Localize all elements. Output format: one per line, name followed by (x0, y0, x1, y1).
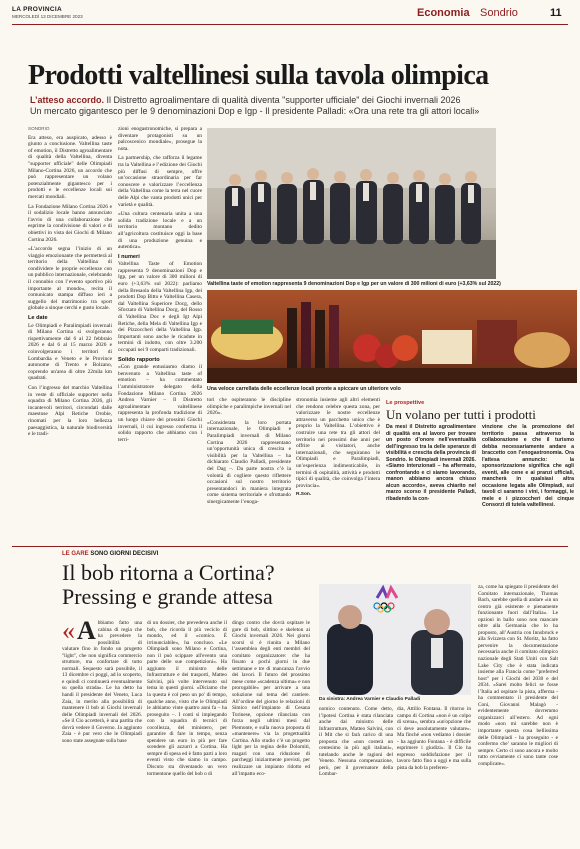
article-2-col-5: dia, Attilio Fontana. Il ritorno in campo di Cortina «non è un colpo di scena», sembra «un'opzione che ci deve assolutamente valutare». Ma finché «non vediamo i dossier - ha aggiunto Fontana - è difficile esprimere i giudizi». Il Cio ha espresso soddisfazione per il lavoro fatto fino a oggi e ma sulla pista da bob la preferen- (397, 706, 471, 771)
products-photo-items (207, 290, 577, 383)
a1-p11: tori che ospiteranno le discipline olimpiche e paralimpiche invernali nel 2026». (207, 397, 291, 417)
headline-1: Prodotti valtellinesi sulla tavola olimpica (28, 60, 489, 91)
varnier-palladi-photo (319, 584, 471, 695)
kicker-label: LE GARE (62, 551, 89, 557)
masthead (12, 6, 568, 24)
caption-2: Una veloce carrellata delle eccellenze locali pronte a spiccare un ulteriore volo (207, 386, 401, 392)
headline-2b: Pressing e grande attesa (62, 584, 273, 609)
deck-1-line: Il Distretto agroalimentare di qualità diventa "supporter ufficiale" dei Giochi invernali 2026 (106, 95, 461, 105)
dateline: SONDRIO (28, 126, 50, 131)
section-name: Economia (417, 7, 470, 19)
red-arrow-icon: « (62, 616, 75, 645)
kicker-rest: SONO GIORNI DECISIVI (90, 551, 159, 557)
paper-name: LA PROVINCIA (12, 6, 62, 13)
a1-p1: Era atteso, era auspicato, adesso è giunto a conclusione. Valtellina taste of emotion, il Distretto agroalimentare di qualità della Valtellina, diventa "supporter ufficiale" delle Olimpiadi Milano-Cortina 2026, un accordo che può rappresentare un volano potenzialmente gigantesco per i prodotti e le eccellenze locali sui mercati mondiali. (28, 134, 112, 200)
a1-p12: «Considerata la loro portata internazionale, le Olimpiadi e Paralimpiadi invernali di Milano Cortina 2026 rappresentano un’opportunità unica di crescita e visibilità per la Valtellina – ha dichiarato Claudio Palladi, presidente del Dag –. Da parte nostra c’è la volontà di cogliere questo riflettere occasioni sul nostro territorio presentandoci in maniera integrata come sistema territoriale e sfruttando sinergicamente l’enoga- (207, 419, 291, 505)
kicker-1: L’atteso accordo. (30, 95, 105, 105)
a1-p8: «Una cultura centenaria unita a una solida tradizione locale e a un territorio montano dedito all’agricoltura costituisce oggi la base di una produzione genuina e autentica». (118, 211, 202, 251)
caption-3: Da sinistra: Andrea Varnier e Claudio Palladi (319, 697, 421, 702)
dropcap: A (77, 616, 96, 645)
article-1-col-3 (207, 397, 291, 509)
deck-2-line: Un mercato gigantesco per le 9 denominazioni Dop e Igp - Il presidente Palladi: «Ora una rete tra gli attori locali» (30, 106, 480, 116)
sidebar-box (386, 400, 576, 540)
subhead-support: Solido rapporto (118, 356, 160, 363)
a1-p3: «L’accordo segna l’inizio di un viaggio emozionante che permetterà al territorio della Valtellina di condividere le proprie eccellenze con un pubblico internazionale, celebrando il connubio con l’evento sportivo più importante al mondo», recita il comunicato stampa diffuso ieri a suggello del matrimonio tra sport globale a sinque cerchi e gusto locale. (28, 246, 112, 312)
a1-p4: Le Olimpiadi e Paralimpiadi invernali di Milano Cortina si svolgeranno rispettivamente dal 6 al 22 febbraio 2026 e dal 6 al 15 marzo 2026 e coinvolgeranno i territori di Lombardia e Veneto e le Province autonome di Trento e Bolzano, coprendo un'area di oltre 22mila km quadrati. (28, 322, 112, 382)
deck-1 (30, 95, 570, 117)
section-city: Sondrio (480, 7, 518, 19)
article-2-col-2: di un dossier, che prevedeva anche il bob, che ricorda il più veciclo di mondo, ed il «comico. È irrinunciabile», ha concluso. «Le Olimpiadi sono Milano e Cortina, non il può scippare all'evento una parte delle sue competizioni». Ha aggiunto il ministro delle Infrastrutture e dei trasporti, Matteo Salvini, più volte intervenuto sul tema in questi giorni. «Diciamo che la questa è col peso un po' di tempo, qualche anno, visto che le Olimpiadi le abbiamo vinte quattro anni fa – ha proseguito –. I conti si impiegando con la squadra di tecnici di cocollezza, del ministero, per garantire di fare in tempo, senza spendere un euro in più per fare scendere gli azzurri a Cortina. Ha sempre di spesa ed è fatto parti a loro eventi visto che siamo in campo. Discuto sta diventando un vero tormentone quello del bob o di (147, 620, 227, 777)
article-2-col-3: dingo contro che dovrà ospitare le gare di bob, slittino e skeleton ai Giochi invernali 2026. Nei giorni scorsi si è riunita a Milano l’assemblea degli enti membri del comitato organizzatore: che ha fissato a pochi giorni in due settimane e tre di mancanza l'avvio dei lavori. Il futuro del prossimo mese come «scadenza ultima» e non prorogabile» per arrivare a una soluzione sul tema del cantiere. All’ordine del giorno le relazioni di Simico nell’impianto di Cesana Torinese, opzione rilanciata con forza negli ultimi mesi dal Piemonte, e sulla nuova proposta di «mantenere» via la progettualità Cortina. Allo studio c’è un progetto light per la regina delle Dolomiti, magari con una riduzione di parcheggi iniziarmente previsti, per realizzare un impianto ridotto ed all’impatto eco- (232, 620, 310, 777)
headline-2a: Il bob ritorna a Cortina? (62, 560, 275, 585)
a1-p2: La Fondazione Milano Cortina 2026 e il sodalizio locale hanno annunciato l'avvio di una collaborazione che esprime la condivisione di valori e di obiettivi in vista dei Giochi di Milano Cortina 2026. (28, 203, 112, 243)
masthead-rule (12, 24, 568, 25)
article-2-rule (12, 546, 568, 547)
group-photo (207, 128, 496, 279)
article-1-col-4 (296, 397, 380, 499)
group-photo-people (207, 128, 496, 279)
article-2-col-6: za, come ha spiegato il presidente del Comitato internazionale, Thomas Bach, sarebbe quella di andare «in un centro già esistente e pienamente funzionante fuori dall’Italia». Le opzioni in ballo sono non mancare oltre alla Germania che lo ha proposto, all’Austria con Innsbruck e alla Svizzera con St. Moritz, ha fatto pervenire la documentazione necessaria anche il comitato olimpico nazionale degli Stati Uniti con Salt Lake City che è stata indicata insieme alla Francia come "preferred host" per i Giochi del 2030 e del 2034. «Sarei molto felici se fosse l’Italia ad ospitare la pista, afferma - ha commentato il presidente del Coni, Giovanni Malagò - evidentemente dovremmo organizzarci all’estero. Ad ogni modo «non mi sarebbe non è importante questa cosa bellissima delle Olimpiadi - ha proseguito - e confermo che’ saranno le migliori di sempre. Certo ci sono ancora e molto tutto ovviamente ci sono tante cose complicate». (478, 584, 558, 767)
sidebar-col-2: vinzione che la promozione del territorio passa attraverso la collaborazione e che il turismo debba necessariamente andare a braccetto con l’enogastronomia. Ora l'attesa annuncio: la sponsorizzazione significa che agli eventi, alle cene e ai pranzi ufficiali, mancherà in qualsiasi altra occasione legata alle Olimpiadi, sui tavoli ci saranno i vini, i formaggi, le mele e i pizzoccheri dei cinque Consorzi di tutela valtellinesi. (482, 424, 574, 508)
sidebar-label: Le prospettive (386, 400, 425, 406)
photo-people (319, 584, 471, 695)
article-1-col-2 (118, 126, 202, 446)
a1-p6: zioni enogastronomiche, si prepara a diventare protagonisti su un palcoscenico mondiale», prosegue la nota. (118, 126, 202, 152)
article-2-kicker (62, 551, 158, 557)
page-number: 11 (550, 7, 562, 19)
a2-col1-text: bbiamo fatto una cabina di regia che ha prevedere la possibilità di valutare fino in fondo un progetto "light", che non significa commercio strutture, ma confortare di tutto normali. Sequesto sarà possibile, il 13 dicembre ci poggi, ad lo scoperto, e quindi ci continuerà eventualmente su quella strada». Le ha detto ha handi il presidente del Veneto, Luca Zaia, in merito alla possibilità di mantenere il bob ai Giochi invernali delle Olimpiadi invernali del 2026. «Se il Cio accetterà, è una partita che dovrà vedere il Governo. Ja aggiunto Zaia - è pur vero che le Olimpiadi sono state assegnate sulla base (62, 620, 142, 744)
article-2-col-4: nomico contenuto. Come detto, l’ipotesi Cortina è stata rilanciata anche dal ministro delle Infrastrutture, Matteo Salvini, con il Mit che si farà carico di una proposta che «non costerà un centesimo in più agli italiani», tutelando anche le ragioni del Veneto. Nessuna compensazione, però, per il governatore della Lombar- (319, 706, 393, 778)
byline: R.Son. (296, 492, 312, 498)
a1-p13: stronomia insieme agli altri elementi che rendono celebre questa zona, per valorizzare le nostre eccellenze attraverso un pacchetto unico che è proprio la Valtellina. L’obiettivo è costruire una rete tra gli attori del territorio nei prossimi due anni per offrire ai visitatori, anche internazionali, che seguiranno le Olimpiadi e Paralimpiadi, un’esperienza indimenticabile, in termini di ospitalità, attività e prodotti tipici di qualità, che coinvolga l’intera provincia». (296, 397, 380, 489)
article-1-col-1 (28, 126, 112, 441)
issue-date: MERCOLEDÌ 13 DICEMBRE 2023 (12, 14, 83, 19)
a1-p9: Valtellina Taste of Emotion rappresenta 9 denominazioni Dop e Igp, per un valore di 300 milioni di euro (+3,63% sul 2022): parliamo della Bresaola della Valtellina Igp, dei prodotti Dop Bitto e Valtellina Casera, dal Valtellina Superiore Docg, dello Sforzato di Valtellina Docg, del Rosso di Valtellina Doc e degli Igt Alpi Retiche, della Mela di Valtellina Igp e dei Pizzoccheri della Valtellina Igp. Importanti sono anche le ricadute in termini di indotto, con oltre 3.200 occupati nei 9 comparti tradizionali. (118, 261, 202, 353)
products-photo (207, 290, 577, 383)
a1-p5: Con l’ingresso del marchio Valtellina in veste di ufficiale supporter nella squadra di Milano Cortina 2026, gli incantevoli territori, circondati dalle maestose Alpi Retiche Orobie, rinomati per la loro bellezza paesaggistica, la naturale biodiversità e le tradi- (28, 384, 112, 438)
subhead-numbers: I numeri (118, 253, 140, 260)
a1-p10: «Con grande entusiasmo diamo il benvenuto a Valtellina taste of emotion – ha commentato l’amministratore delegato della Fondazione Milano Cortina 2026 Andrea Varnier – Il Distretto agroalimentare valtellinese rappresenta la profonda tradizione di un luogo chiave dei prossimi Giochi invernali, il cui ingresso conferma il solido rapporto che abbiamo con i terri- (118, 364, 202, 443)
sidebar-col-1: Da mesi il Distretto agroalimentare di qualità era al lavoro per trovare un posto d’onore nell’eventualità dell’ingresso tra la delle speranze di visibilità e crescita della provincia di Sondrio. le Olimpiadi invernali 2026. «Siamo intenzionati – ha affermato, confrontando e ci siamo lavorando, manon abbiamo ancora chiuso alcun accordo», aveva chiarito nel marzo scorso il presidente Palladi, ribadendo la con- (386, 424, 476, 502)
article-2-col-1 (62, 616, 142, 744)
subhead-dates: Le date (28, 315, 48, 322)
a1-p7: La partnership, che rafforza il legame tra la Valtellina e l’edizione dei Giochi più diffusi di sempre, offre un’occasione straordinaria per far conoscere e valorizzare l’eccellenza della Valtellina come la terra nel cuore delle Alpi che vanta prodotti unici per varietà e qualità. (118, 155, 202, 208)
caption-1: Valtellina taste of emotion rappresenta 9 denominazioni Dop e Igp per un valore di 300 milioni di euro (+3,63% sul 2022) (207, 281, 501, 287)
sidebar-headline: Un volano per tutti i prodotti (386, 407, 536, 422)
